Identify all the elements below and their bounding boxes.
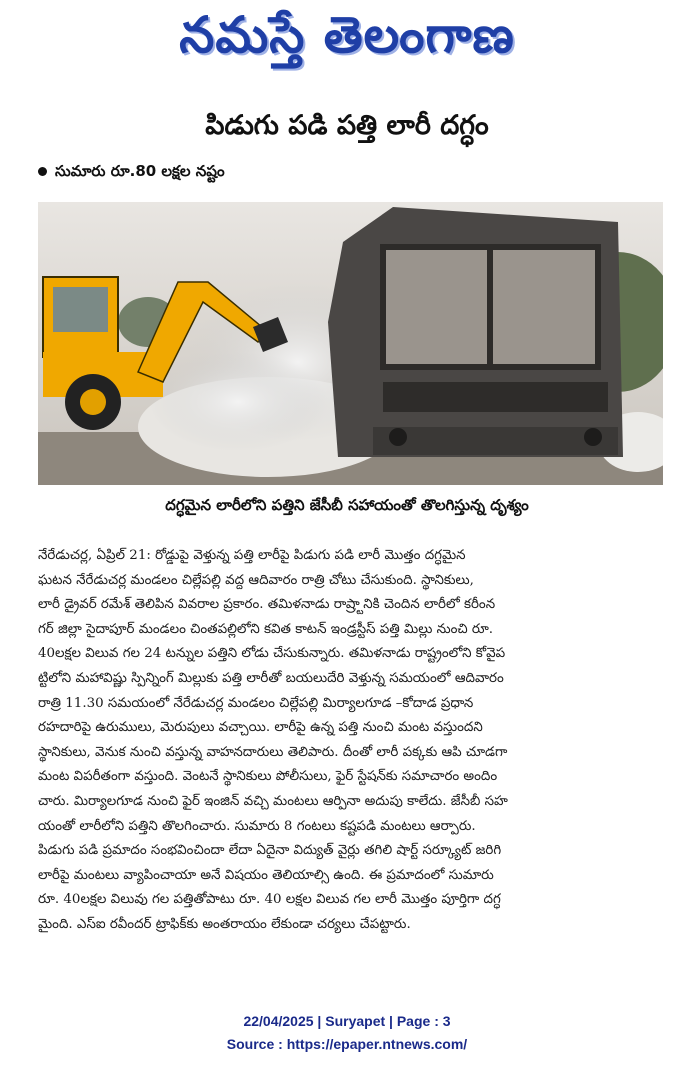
article-line: పిడుగు పడి ప్రమాదం సంభవించిందా లేదా ఏదైనా విద్యుత్ వైర్లు తగిలి షార్ట్ సర్క్యూట్ జరిగి	[38, 843, 502, 859]
photo-lorry-headlight	[389, 428, 407, 446]
article-line: నేరేడుచర్ల, ఏప్రిల్ 21: రోడ్డుపై వెళ్తున్న పత్తి లారీపై పిడుగు పడి లారీ మొత్తం దగ్ధమైన	[38, 548, 466, 563]
article-line: మైంది. ఎస్ఐ రవీందర్ ట్రాఫిక్‌కు అంతరాయం లేకుండా చర్యలు చేపట్టారు.	[38, 916, 411, 932]
photo-lorry-grille	[383, 382, 608, 412]
article-body	[38, 544, 663, 938]
article-line: లారీపై మంటలు వ్యాపించాయా అనే విషయం తెలియాల్సి ఉంది. ఈ ప్రమాదంలో సుమారు	[38, 867, 494, 883]
headline: పిడుగు పడి పత్తి లారీ దగ్ధం	[205, 110, 489, 141]
article-line: లారీ డ్రైవర్ రమేశ్ తెలిపిన వివరాల ప్రకారం. తమిళనాడు రాష్ర్టానికి చెందిన లారీలో కరీంన	[38, 597, 496, 613]
article-line: మంట విపరీతంగా వస్తుంది. వెంటనే స్థానికులు పోలీసులు, ఫైర్ స్టేషన్‌కు సమాచారం అందిం	[38, 769, 498, 785]
article-line: రాత్రి 11.30 సమయంలో నేరేడుచర్ల మండలం చిల్లేపల్లి మిర్యాలగూడ –కోదాడ ప్రధాన	[38, 695, 474, 711]
article-line: చారు. మిర్యాలగూడ నుంచి ఫైర్ ఇంజిన్ వచ్చి మంటలు ఆర్పినా అదుపు కాలేదు. జేసీబీ సహ	[38, 793, 508, 809]
footer-date-edition: 22/04/2025 | Suryapet | Page : 3	[243, 1013, 451, 1029]
photo-lorry-headlight	[584, 428, 602, 446]
article-line: స్థానికులు, వెనుక నుంచి వస్తున్న వాహనదారులు తెలిపారు. దీంతో లారీ పక్కకు ఆపి చూడగా	[38, 744, 508, 760]
photo-lorry-bumper	[373, 427, 618, 455]
photo-smoke	[148, 352, 328, 452]
article-line: రూ. 40లక్షల విలువు గల పత్తితోపాటు రూ. 40 లక్షల విలువ గల లారీ మొత్తం పూర్తిగా దగ్ధ	[38, 892, 501, 908]
article-line: ఘటన నేరేడుచర్ల మండలం చిల్లేపల్లి వద్ద ఆదివారం రాత్రి చోటు చేసుకుంది. స్థానికులు,	[38, 572, 474, 588]
bullet-icon	[38, 167, 47, 176]
article-line: 40లక్షల విలువ గల 24 టన్నుల పత్తిని లోడు చేసుకున్నారు. తమిళనాడు రాష్ట్రంలోని కోవైప	[38, 646, 506, 662]
masthead	[0, 6, 694, 77]
subhead-text: సుమారు రూ.80 లక్షల నష్టం	[55, 162, 225, 180]
article-line: గర్ జిల్లా సైదాపూర్ మండలం చింతపల్లిలోని కవిత కాటన్ ఇండ్రస్టీస్ పత్తి మిల్లు నుంచి రూ.	[38, 621, 494, 637]
photo-jcb-hub	[80, 389, 106, 415]
photo-jcb-window	[53, 287, 108, 332]
article-line: ట్టిలోని మహావిష్ణు స్పిన్నింగ్ మిల్లుకు పత్తి లారీతో బయలుదేరి వెళ్తున్న సమయంలో ఆదివారం	[38, 670, 504, 686]
photo-caption: దగ్ధమైన లారీలోని పత్తిని జేసీబీ సహాయంతో తొలగిస్తున్న దృశ్యం	[165, 496, 529, 514]
footer-source: Source : https://epaper.ntnews.com/	[226, 1036, 468, 1052]
masthead-title: నమస్తే తెలంగాణ	[179, 6, 515, 64]
subhead	[38, 162, 225, 184]
news-photo	[38, 202, 663, 485]
article-line: యంతో లారీలోని పత్తిని తొలగించారు. సుమారు 8 గంటలు కష్టపడి మంటలు ఆర్పారు.	[38, 818, 476, 834]
article-line: రహదారిపై ఉరుములు, మెరుపులు వచ్చాయి. లారీపై ఉన్న పత్తి నుంచి మంట వస్తుందని	[38, 720, 483, 736]
